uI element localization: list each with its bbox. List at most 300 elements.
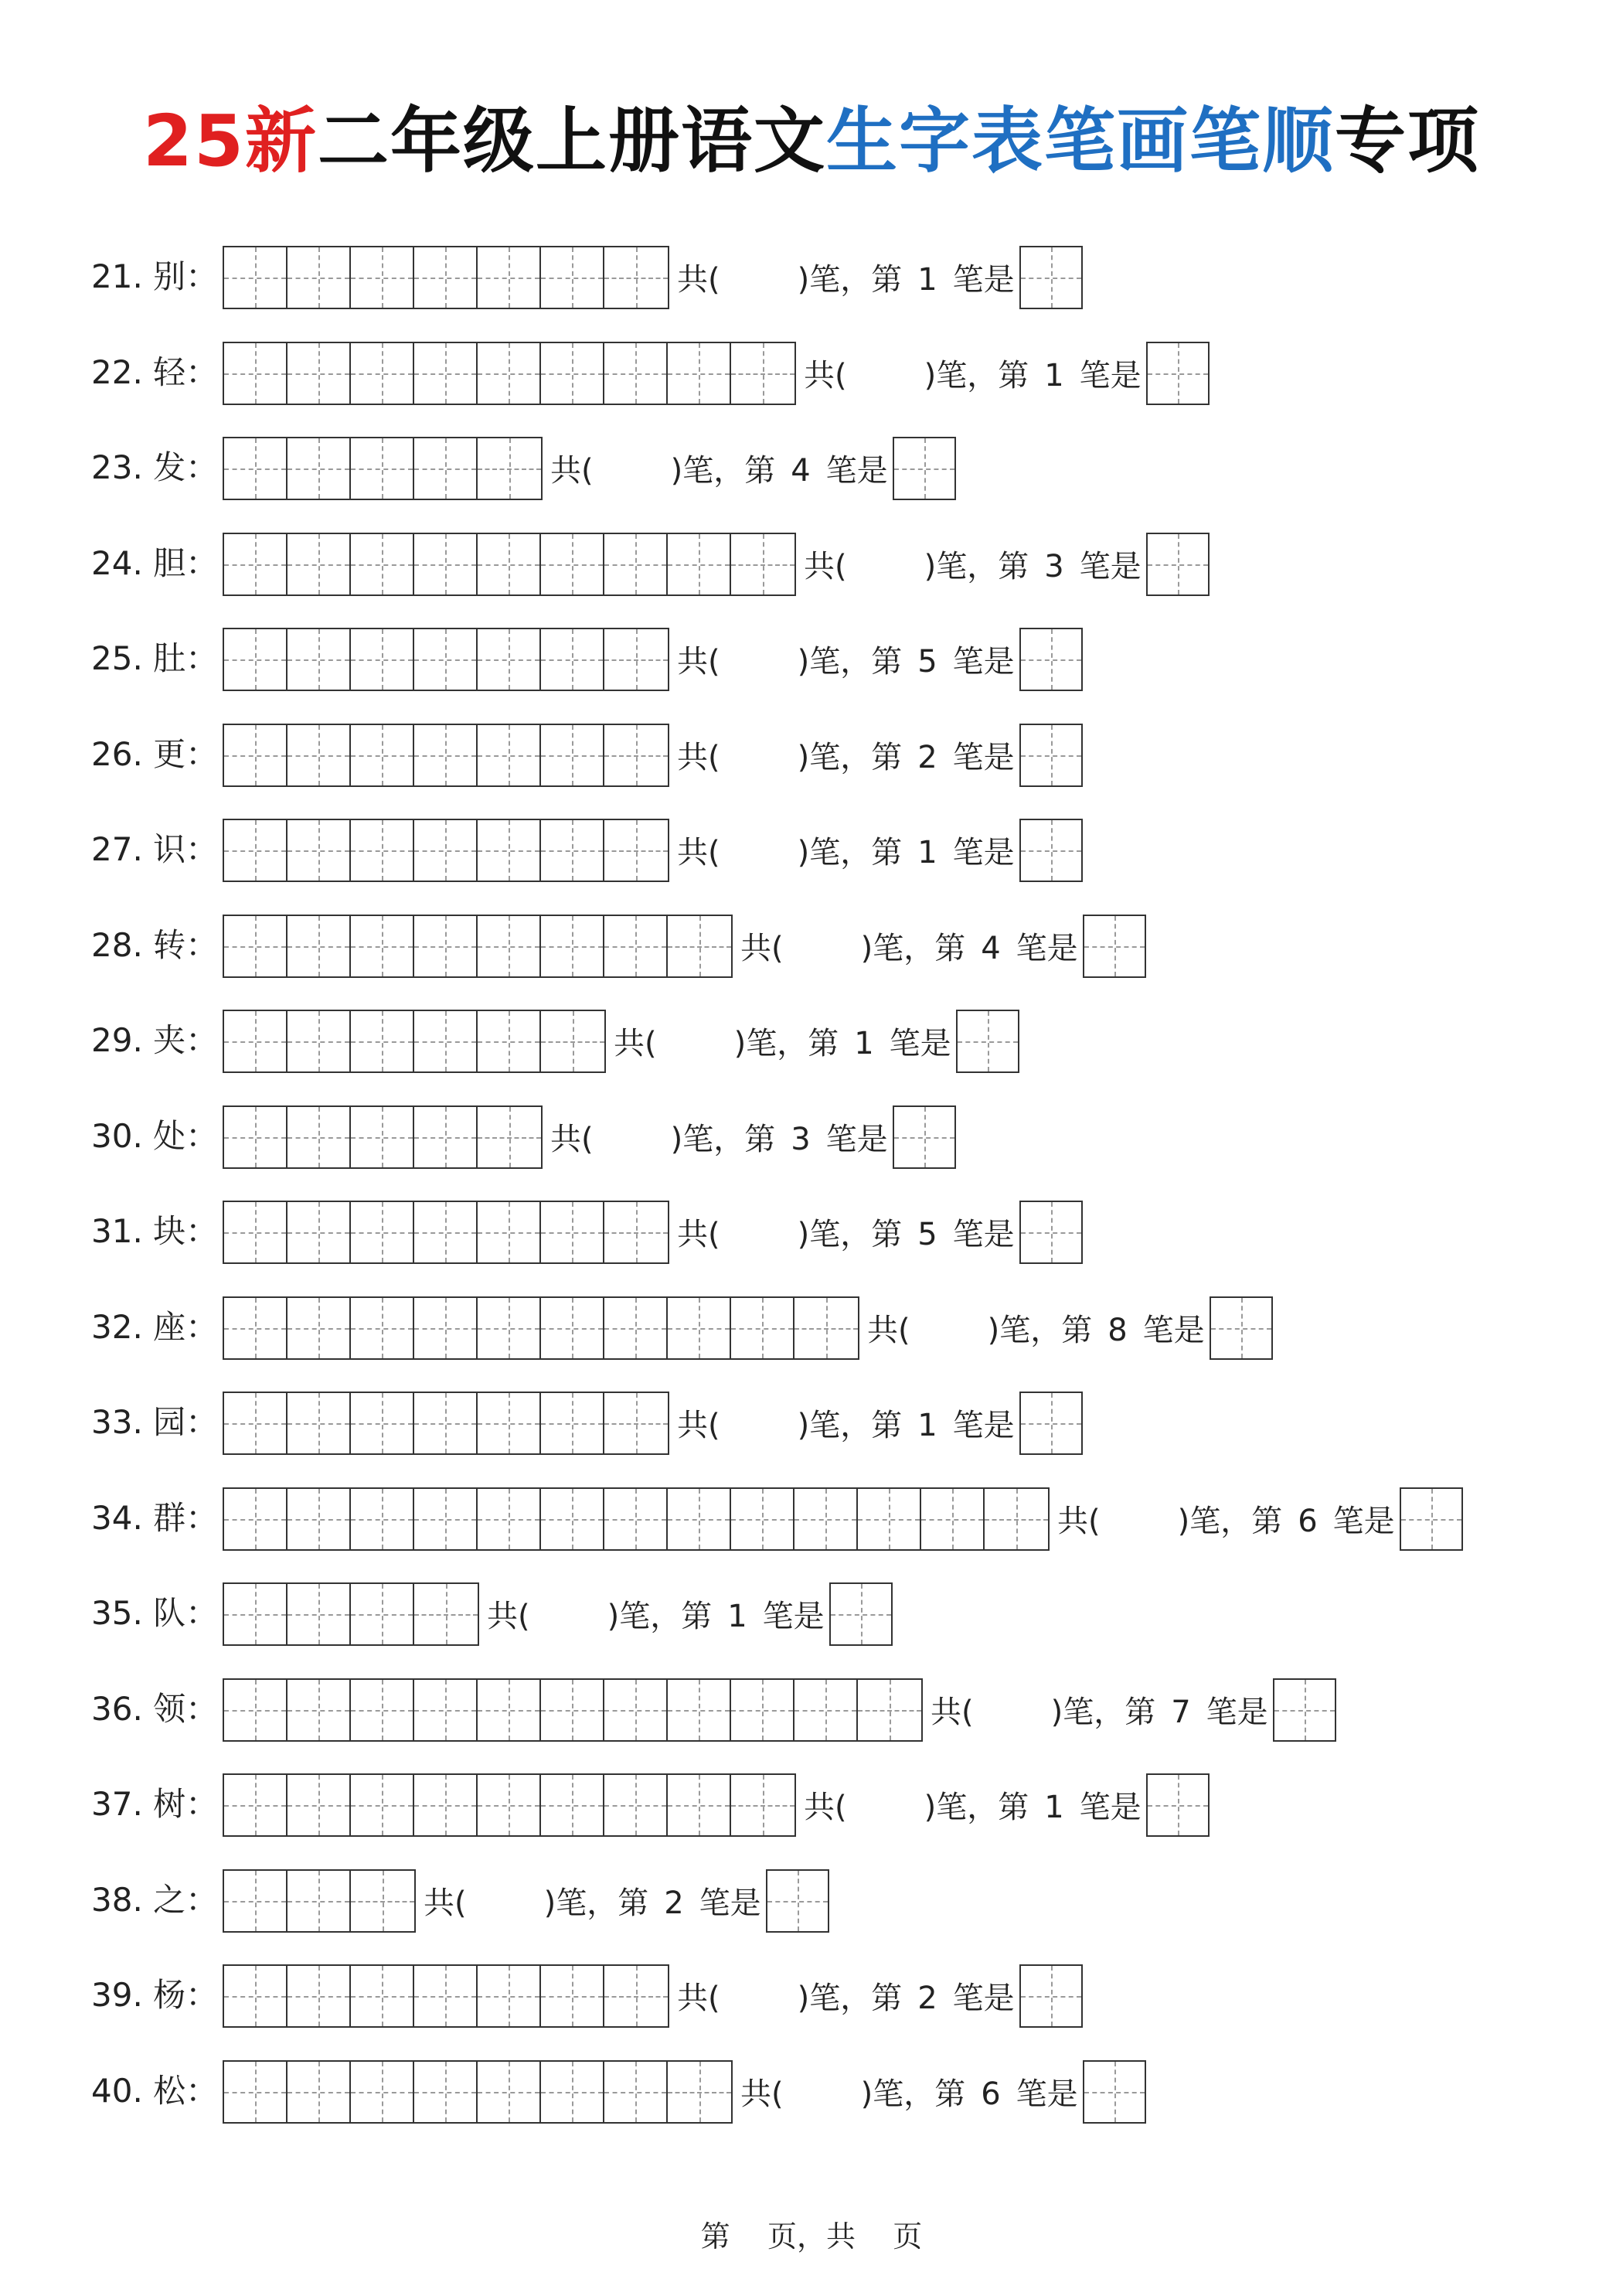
stroke-answer-box[interactable]	[1146, 533, 1210, 596]
writing-cell[interactable]	[224, 916, 288, 976]
writing-cell[interactable]	[224, 725, 288, 785]
writing-cell[interactable]	[604, 629, 668, 690]
writing-cell[interactable]	[288, 343, 351, 404]
writing-cell[interactable]	[224, 1107, 288, 1167]
stroke-question	[677, 1980, 1015, 2017]
total-prefix: 共(	[424, 1885, 467, 1921]
stroke-question	[740, 930, 1078, 967]
nth-suffix: 笔是	[762, 1599, 825, 1634]
title-suffix: 专项	[1335, 100, 1481, 182]
writing-cell[interactable]	[414, 629, 478, 690]
nth-suffix: 笔是	[1142, 1312, 1205, 1348]
stroke-answer-box[interactable]	[1019, 246, 1083, 309]
nth-suffix: 笔是	[1079, 1790, 1142, 1825]
writing-cell[interactable]	[224, 820, 288, 881]
writing-cell[interactable]	[414, 1489, 478, 1549]
writing-cell[interactable]	[604, 1202, 668, 1262]
stroke-writing-grid[interactable]	[223, 724, 669, 787]
question-row	[0, 1674, 1623, 1742]
writing-cell[interactable]	[604, 1775, 668, 1835]
nth-stroke-number: 6	[981, 2076, 1001, 2112]
stroke-writing-grid[interactable]	[223, 1869, 416, 1933]
writing-cell[interactable]	[478, 1011, 541, 1071]
stroke-writing-grid[interactable]	[223, 1010, 606, 1073]
writing-cell[interactable]	[224, 343, 288, 404]
nth-suffix: 笔是	[952, 1408, 1015, 1443]
writing-cell[interactable]	[414, 725, 478, 785]
writing-cell[interactable]	[478, 247, 541, 308]
writing-cell[interactable]	[541, 1775, 604, 1835]
nth-suffix: 笔是	[1079, 357, 1142, 393]
writing-cell[interactable]	[478, 438, 541, 499]
total-prefix: 共(	[550, 453, 594, 489]
writing-cell[interactable]	[541, 1966, 604, 2026]
nth-suffix: 笔是	[952, 1981, 1015, 2016]
writing-cell[interactable]	[478, 534, 541, 594]
question-label: 21. 别：	[91, 257, 219, 295]
total-prefix: 共(	[804, 357, 847, 393]
writing-cell[interactable]	[288, 247, 351, 308]
stroke-question	[550, 452, 888, 489]
writing-cell[interactable]	[414, 1107, 478, 1167]
writing-cell[interactable]	[478, 343, 541, 404]
writing-cell[interactable]	[224, 438, 288, 499]
question-row	[0, 719, 1623, 787]
nth-stroke-number: 5	[917, 644, 937, 680]
stroke-writing-grid[interactable]	[223, 819, 669, 882]
stroke-writing-grid[interactable]	[223, 533, 796, 596]
writing-cell[interactable]	[414, 534, 478, 594]
writing-cell[interactable]	[731, 534, 794, 594]
stroke-writing-grid[interactable]	[223, 628, 669, 691]
writing-cell[interactable]	[478, 629, 541, 690]
stroke-answer-box[interactable]	[893, 1105, 956, 1169]
writing-cell[interactable]	[351, 1584, 414, 1644]
stroke-answer-box[interactable]	[1273, 1678, 1336, 1742]
stroke-writing-grid[interactable]	[223, 342, 796, 405]
writing-cell[interactable]	[541, 820, 604, 881]
stroke-writing-grid[interactable]	[223, 1105, 543, 1169]
writing-cell[interactable]	[414, 1966, 478, 2026]
nth-stroke-number: 8	[1108, 1312, 1128, 1348]
total-prefix: 共(	[677, 739, 720, 775]
writing-cell[interactable]	[478, 1298, 541, 1358]
total-suffix: )笔，第	[860, 930, 966, 966]
writing-cell[interactable]	[541, 1011, 604, 1071]
total-suffix: )笔，第	[1050, 1694, 1156, 1730]
writing-cell[interactable]	[731, 1298, 794, 1358]
total-prefix: 共(	[677, 644, 720, 680]
stroke-answer-box[interactable]	[1146, 1773, 1210, 1837]
question-row	[0, 1769, 1623, 1837]
stroke-writing-grid[interactable]	[223, 1201, 669, 1264]
writing-cell[interactable]	[541, 1489, 604, 1549]
question-label: 28. 转：	[91, 925, 219, 964]
nth-stroke-number: 1	[917, 1408, 937, 1443]
writing-cell[interactable]	[288, 1011, 351, 1071]
nth-stroke-number: 3	[791, 1121, 811, 1157]
writing-cell[interactable]	[604, 534, 668, 594]
nth-suffix: 笔是	[825, 1121, 888, 1157]
writing-cell[interactable]	[985, 1489, 1048, 1549]
stroke-answer-box[interactable]	[766, 1869, 829, 1933]
writing-cell[interactable]	[541, 1298, 604, 1358]
writing-cell[interactable]	[351, 629, 414, 690]
stroke-question	[677, 1407, 1015, 1444]
stroke-writing-grid[interactable]	[223, 1296, 859, 1360]
writing-cell[interactable]	[604, 1489, 668, 1549]
writing-cell[interactable]	[478, 820, 541, 881]
stroke-question	[487, 1598, 825, 1635]
writing-cell[interactable]	[224, 2062, 288, 2122]
writing-cell[interactable]	[224, 1680, 288, 1740]
question-label: 30. 处：	[91, 1116, 219, 1155]
writing-cell[interactable]	[351, 1680, 414, 1740]
writing-cell[interactable]	[604, 1966, 668, 2026]
question-row	[0, 1101, 1623, 1169]
writing-cell[interactable]	[478, 1393, 541, 1453]
writing-cell[interactable]	[288, 1298, 351, 1358]
writing-cell[interactable]	[414, 820, 478, 881]
writing-cell[interactable]	[351, 1775, 414, 1835]
stroke-question	[1057, 1503, 1395, 1540]
writing-cell[interactable]	[478, 1680, 541, 1740]
writing-cell[interactable]	[351, 1871, 414, 1931]
question-row	[0, 1865, 1623, 1933]
question-label: 23. 发：	[91, 448, 219, 486]
nth-stroke-number: 5	[917, 1217, 937, 1252]
writing-cell[interactable]	[731, 1489, 794, 1549]
stroke-answer-box[interactable]	[1146, 342, 1210, 405]
writing-cell[interactable]	[604, 1393, 668, 1453]
title-topic: 生字表笔画笔顺	[826, 100, 1335, 182]
writing-cell[interactable]	[604, 343, 668, 404]
question-row	[0, 1005, 1623, 1073]
stroke-answer-box[interactable]	[829, 1582, 893, 1646]
stroke-answer-box[interactable]	[1019, 628, 1083, 691]
writing-cell[interactable]	[541, 2062, 604, 2122]
nth-stroke-number: 2	[917, 739, 937, 775]
stroke-answer-box[interactable]	[956, 1010, 1019, 1073]
stroke-writing-grid[interactable]	[223, 2060, 733, 2124]
question-row	[0, 2056, 1623, 2124]
stroke-question	[804, 357, 1142, 394]
total-suffix: )笔，第	[924, 1790, 1029, 1825]
writing-cell[interactable]	[288, 1107, 351, 1167]
nth-stroke-number: 1	[1044, 1790, 1064, 1825]
question-label: 39. 杨：	[91, 1976, 219, 2014]
stroke-question	[804, 548, 1142, 585]
writing-cell[interactable]	[224, 1966, 288, 2026]
writing-cell[interactable]	[731, 343, 794, 404]
page-footer: 第 页，共 页	[700, 2219, 923, 2253]
writing-cell[interactable]	[224, 1584, 288, 1644]
total-prefix: 共(	[614, 1026, 657, 1061]
writing-cell[interactable]	[414, 247, 478, 308]
total-suffix: )笔，第	[924, 548, 1029, 584]
writing-cell[interactable]	[541, 725, 604, 785]
question-row	[0, 1578, 1623, 1646]
title-year: 25新	[142, 100, 318, 182]
writing-cell[interactable]	[414, 1775, 478, 1835]
writing-cell[interactable]	[604, 1680, 668, 1740]
writing-cell[interactable]	[288, 820, 351, 881]
writing-cell[interactable]	[351, 343, 414, 404]
question-row	[0, 1483, 1623, 1551]
writing-cell[interactable]	[668, 1489, 731, 1549]
question-label: 26. 更：	[91, 734, 219, 773]
writing-cell[interactable]	[288, 1489, 351, 1549]
writing-cell[interactable]	[224, 1393, 288, 1453]
total-suffix: )笔，第	[797, 1408, 903, 1443]
writing-cell[interactable]	[351, 916, 414, 976]
writing-cell[interactable]	[541, 1393, 604, 1453]
writing-cell[interactable]	[541, 247, 604, 308]
writing-cell[interactable]	[604, 820, 668, 881]
writing-cell[interactable]	[351, 820, 414, 881]
writing-cell[interactable]	[604, 2062, 668, 2122]
writing-cell[interactable]	[794, 1680, 858, 1740]
writing-cell[interactable]	[351, 1107, 414, 1167]
writing-cell[interactable]	[668, 1775, 731, 1835]
writing-cell[interactable]	[478, 1107, 541, 1167]
stroke-answer-box[interactable]	[1019, 819, 1083, 882]
writing-cell[interactable]	[414, 1011, 478, 1071]
writing-cell[interactable]	[478, 1966, 541, 2026]
total-suffix: )笔，第	[670, 453, 776, 489]
stroke-writing-grid[interactable]	[223, 1964, 669, 2028]
writing-cell[interactable]	[414, 1584, 478, 1644]
writing-cell[interactable]	[288, 2062, 351, 2122]
question-label: 27. 识：	[91, 830, 219, 868]
writing-cell[interactable]	[224, 534, 288, 594]
writing-cell[interactable]	[351, 438, 414, 499]
total-prefix: 共(	[867, 1312, 910, 1348]
nth-suffix: 笔是	[1016, 930, 1078, 966]
writing-cell[interactable]	[224, 1011, 288, 1071]
stroke-writing-grid[interactable]	[223, 1487, 1050, 1551]
writing-cell[interactable]	[288, 1202, 351, 1262]
writing-cell[interactable]	[541, 629, 604, 690]
total-prefix: 共(	[677, 1981, 720, 2016]
writing-cell[interactable]	[288, 916, 351, 976]
question-label: 32. 座：	[91, 1307, 219, 1346]
writing-cell[interactable]	[478, 1202, 541, 1262]
stroke-writing-grid[interactable]	[223, 437, 543, 500]
writing-cell[interactable]	[858, 1489, 921, 1549]
writing-cell[interactable]	[414, 343, 478, 404]
writing-cell[interactable]	[351, 1202, 414, 1262]
total-suffix: )笔，第	[797, 1981, 903, 2016]
question-label: 34. 群：	[91, 1498, 219, 1537]
question-label: 38. 之：	[91, 1880, 219, 1919]
writing-cell[interactable]	[414, 438, 478, 499]
stroke-answer-box[interactable]	[1083, 2060, 1146, 2124]
writing-cell[interactable]	[288, 1584, 351, 1644]
question-row	[0, 1292, 1623, 1360]
writing-cell[interactable]	[351, 1298, 414, 1358]
stroke-writing-grid[interactable]	[223, 1582, 479, 1646]
writing-cell[interactable]	[541, 1202, 604, 1262]
writing-cell[interactable]	[288, 1680, 351, 1740]
stroke-answer-box[interactable]	[1019, 1392, 1083, 1455]
writing-cell[interactable]	[794, 1298, 858, 1358]
writing-cell[interactable]	[288, 1871, 351, 1931]
total-prefix: 共(	[804, 548, 847, 584]
writing-cell[interactable]	[604, 725, 668, 785]
writing-cell[interactable]	[351, 1011, 414, 1071]
stroke-writing-grid[interactable]	[223, 1392, 669, 1455]
question-label: 25. 肚：	[91, 639, 219, 677]
writing-cell[interactable]	[288, 725, 351, 785]
stroke-answer-box[interactable]	[1019, 724, 1083, 787]
stroke-answer-box[interactable]	[1019, 1201, 1083, 1264]
question-label: 31. 块：	[91, 1212, 219, 1250]
writing-cell[interactable]	[288, 629, 351, 690]
question-row	[0, 432, 1623, 500]
total-prefix: 共(	[550, 1121, 594, 1157]
stroke-answer-box[interactable]	[1210, 1296, 1273, 1360]
title-grade: 二年级上册语文	[317, 100, 826, 182]
nth-suffix: 笔是	[1332, 1503, 1395, 1539]
nth-stroke-number: 7	[1171, 1694, 1191, 1730]
writing-cell[interactable]	[351, 1966, 414, 2026]
nth-stroke-number: 4	[791, 453, 811, 489]
writing-cell[interactable]	[414, 916, 478, 976]
total-prefix: 共(	[931, 1694, 974, 1730]
writing-cell[interactable]	[288, 1393, 351, 1453]
writing-cell[interactable]	[224, 1775, 288, 1835]
total-suffix: )笔，第	[797, 739, 903, 775]
total-prefix: 共(	[677, 1217, 720, 1252]
stroke-answer-box[interactable]	[1400, 1487, 1463, 1551]
writing-cell[interactable]	[604, 916, 668, 976]
total-suffix: )笔，第	[733, 1026, 839, 1061]
writing-cell[interactable]	[541, 916, 604, 976]
writing-cell[interactable]	[414, 1680, 478, 1740]
writing-cell[interactable]	[731, 1680, 794, 1740]
writing-cell[interactable]	[604, 247, 668, 308]
stroke-answer-box[interactable]	[1083, 915, 1146, 978]
stroke-writing-grid[interactable]	[223, 1773, 796, 1837]
question-row	[0, 528, 1623, 596]
writing-cell[interactable]	[351, 247, 414, 308]
writing-cell[interactable]	[351, 1393, 414, 1453]
total-prefix: 共(	[740, 2076, 784, 2112]
stroke-question	[867, 1312, 1205, 1349]
nth-suffix: 笔是	[952, 835, 1015, 870]
writing-cell[interactable]	[858, 1680, 921, 1740]
stroke-question	[804, 1789, 1142, 1826]
writing-cell[interactable]	[921, 1489, 985, 1549]
stroke-question	[424, 1885, 761, 1922]
writing-cell[interactable]	[288, 1966, 351, 2026]
total-prefix: 共(	[677, 262, 720, 298]
question-label: 24. 胆：	[91, 543, 219, 582]
writing-cell[interactable]	[668, 1680, 731, 1740]
nth-stroke-number: 2	[664, 1885, 684, 1921]
stroke-writing-grid[interactable]	[223, 246, 669, 309]
writing-cell[interactable]	[224, 1202, 288, 1262]
nth-suffix: 笔是	[1079, 548, 1142, 584]
total-suffix: )笔，第	[670, 1121, 776, 1157]
writing-cell[interactable]	[541, 1680, 604, 1740]
nth-stroke-number: 3	[1044, 548, 1064, 584]
writing-cell[interactable]	[414, 1393, 478, 1453]
nth-suffix: 笔是	[889, 1026, 951, 1061]
total-suffix: )笔，第	[1177, 1503, 1283, 1539]
nth-suffix: 笔是	[825, 453, 888, 489]
stroke-answer-box[interactable]	[1019, 1964, 1083, 2028]
writing-cell[interactable]	[668, 343, 731, 404]
question-label: 36. 领：	[91, 1689, 219, 1728]
writing-cell[interactable]	[478, 916, 541, 976]
question-label: 33. 园：	[91, 1403, 219, 1441]
writing-cell[interactable]	[541, 534, 604, 594]
writing-cell[interactable]	[668, 916, 731, 976]
writing-cell[interactable]	[224, 247, 288, 308]
stroke-writing-grid[interactable]	[223, 1678, 923, 1742]
writing-cell[interactable]	[414, 1298, 478, 1358]
question-label: 35. 队：	[91, 1594, 219, 1632]
writing-cell[interactable]	[224, 1298, 288, 1358]
writing-cell[interactable]	[541, 343, 604, 404]
writing-cell[interactable]	[288, 534, 351, 594]
writing-cell[interactable]	[478, 1775, 541, 1835]
stroke-question	[740, 2076, 1078, 2113]
writing-cell[interactable]	[351, 2062, 414, 2122]
writing-cell[interactable]	[224, 629, 288, 690]
writing-cell[interactable]	[224, 1871, 288, 1931]
total-suffix: )笔，第	[797, 644, 903, 680]
writing-cell[interactable]	[351, 1489, 414, 1549]
stroke-writing-grid[interactable]	[223, 915, 733, 978]
writing-cell[interactable]	[794, 1489, 858, 1549]
stroke-answer-box[interactable]	[893, 437, 956, 500]
writing-cell[interactable]	[731, 1775, 794, 1835]
total-prefix: 共(	[487, 1599, 530, 1634]
writing-cell[interactable]	[288, 1775, 351, 1835]
writing-cell[interactable]	[351, 725, 414, 785]
total-prefix: 共(	[677, 1408, 720, 1443]
writing-cell[interactable]	[224, 1489, 288, 1549]
stroke-question	[677, 1216, 1015, 1253]
nth-suffix: 笔是	[1016, 2076, 1078, 2112]
question-row	[0, 1387, 1623, 1455]
nth-suffix: 笔是	[952, 739, 1015, 775]
writing-cell[interactable]	[351, 534, 414, 594]
total-suffix: )笔，第	[924, 357, 1029, 393]
writing-cell[interactable]	[414, 1202, 478, 1262]
total-suffix: )笔，第	[607, 1599, 713, 1634]
writing-cell[interactable]	[478, 2062, 541, 2122]
writing-cell[interactable]	[604, 1298, 668, 1358]
nth-suffix: 笔是	[952, 1217, 1015, 1252]
nth-suffix: 笔是	[952, 262, 1015, 298]
writing-cell[interactable]	[478, 725, 541, 785]
question-row	[0, 337, 1623, 405]
writing-cell[interactable]	[288, 438, 351, 499]
nth-stroke-number: 1	[727, 1599, 747, 1634]
writing-cell[interactable]	[414, 2062, 478, 2122]
writing-cell[interactable]	[668, 534, 731, 594]
total-prefix: 共(	[740, 930, 784, 966]
writing-cell[interactable]	[478, 1489, 541, 1549]
writing-cell[interactable]	[668, 1298, 731, 1358]
page-title	[0, 91, 1623, 192]
writing-cell[interactable]	[668, 2062, 731, 2122]
nth-stroke-number: 1	[1044, 357, 1064, 393]
